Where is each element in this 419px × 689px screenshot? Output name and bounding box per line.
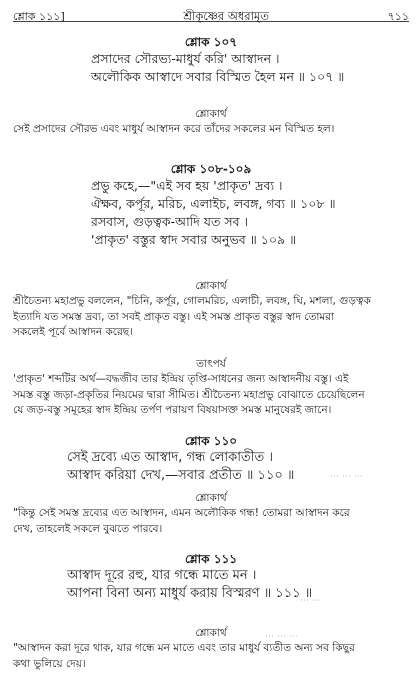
verse-110-meaning-title: শ্লোকার্থ xyxy=(195,492,227,504)
header-chapter-title: শ্রীকৃষ্ণের অধরামৃত xyxy=(183,9,269,23)
verse-111-section xyxy=(13,552,409,603)
verse-111-text xyxy=(13,567,409,603)
verse-111-meaning-title: শ্লোকার্থ xyxy=(195,627,227,639)
verse-line: রসবাস, গুড়ত্বক-আদি যত সব । xyxy=(91,214,248,229)
meaning-line: ইত্যাদি যত সমস্ত দ্রব্য, তা সবই প্রাকৃত বস্তু। এই সমস্ত প্রাকৃত বস্তুর স্বাদ তোমরা xyxy=(13,310,335,323)
meaning-line: শ্রীচৈতন্য মহাপ্রভু বললেন, "চিনি, কর্পূর, গোলমরিচ, এলাচী, লবঙ্গ, ঘি, মশলা, গুড়ত্বক xyxy=(13,295,371,307)
verse-line: আস্বাদ করিয়া দেখ,—সবার প্রতীত ॥ ১১০ ॥ xyxy=(67,468,295,483)
verse-line: প্রভু কহে,—"এই সব হয় 'প্রাকৃত' দ্রব্য । xyxy=(91,178,283,193)
verse-line: ঐক্ষব, কর্পূর, মরিচ, এলাইচ, লবঙ্গ, গব্য ॥ ১০৮ ॥ xyxy=(91,196,336,211)
verse-110-meaning xyxy=(13,491,409,537)
verse-108-109-meaning-title: শ্লোকার্থ xyxy=(195,280,227,292)
verse-107-section xyxy=(13,35,409,86)
meaning-line: কথা ভুলিয়ে দেয়। xyxy=(13,657,86,670)
verse-108-109-meaning xyxy=(13,279,409,341)
purport-line: সমস্ত বস্তু জড়া-প্রকৃতির নিয়মের দ্বারা সীমিত। শ্রীচৈতন্য মহাপ্রভু বোঝাতে চেয়েছিলেন xyxy=(13,388,365,401)
meaning-line: "কিন্তু সেই সমস্ত দ্রব্যের এত আস্বাদন, এমন অলৌকিক গন্ধ! তোমরা আস্বাদন করে xyxy=(13,507,350,519)
header-page-number: ৭১১ xyxy=(387,10,409,23)
verse-110-title: শ্লোক ১১০ xyxy=(184,434,238,448)
verse-108-109-section xyxy=(13,162,409,249)
verse-107-text xyxy=(13,50,409,86)
verse-111-title: শ্লোক ১১১ xyxy=(184,552,238,566)
verse-line: প্রসাদের সৌরভ্য-মাধুর্য করি' আস্বাদন । xyxy=(91,51,280,66)
verse-107-meaning-title: শ্লোকার্থ xyxy=(195,108,227,120)
verse-108-109-text xyxy=(13,177,409,249)
verse-107-title: শ্লোক ১০৭ xyxy=(184,35,238,49)
verse-line: আপনা বিনা অন্য মাধুর্য করায় বিস্মরণ ॥ ১১১ ॥ xyxy=(67,586,313,601)
meaning-line: সকলেই পূর্বে আস্বাদন করেছ। xyxy=(13,326,133,338)
running-header xyxy=(13,0,409,22)
bleed-through-smudge: ⋯ ⋯ ⋯ xyxy=(265,632,298,642)
verse-line: 'প্রাকৃত' বস্তুর স্বাদ সবার অনুভব ॥ ১০৯ ॥ xyxy=(91,232,297,247)
purport-line: যে জড়-বস্তু সমূহের স্বাদ ইন্দ্রিয় তর্পণ পরায়ণ বিষয়াসক্ত সমস্ত মানুষেরই জানে। xyxy=(13,404,332,416)
bleed-through-smudge: ⋯ ⋯ xyxy=(300,596,321,606)
bleed-through-smudge: ⋯ ⋯ ⋯ xyxy=(330,472,363,482)
purport-title: তাৎপর্য xyxy=(196,358,226,370)
verse-line: সেই দ্রব্যে এত আস্বাদ, গন্ধ লোকাতীত । xyxy=(67,450,274,465)
verse-line: অলৌকিক আস্বাদে সবার বিস্মিত হৈল মন ॥ ১০৭ ॥ xyxy=(91,69,345,84)
verse-108-109-purport xyxy=(13,357,409,419)
verse-line: আস্বাদ দূরে রহু, যার গন্ধে মাতে মন । xyxy=(67,568,257,583)
verse-108-109-title: শ্লোক ১০৮-১০৯ xyxy=(170,162,252,176)
meaning-line: "আস্বাদন করা দূরে থাক, যার গন্ধে মন মাতে এবং তার মাধুর্য ব্যতীত অন্য সব কিছুর xyxy=(13,642,355,654)
purport-line: 'প্রাকৃত' শব্দটির অর্থ—বদ্ধজীব তার ইন্দ্রিয় তৃপ্তি-সাধনের জন্য আস্বাদনীয় বস্তু। এই xyxy=(13,373,349,385)
verse-107-meaning xyxy=(13,107,409,138)
meaning-line: সেই প্রসাদের সৌরভ এবং মাধুর্য আস্বাদন করে তাঁদের সকলের মন বিস্মিত হল। xyxy=(13,123,335,135)
header-verse-ref: শ্লোক ১১১] xyxy=(13,10,65,23)
meaning-line: দেখ, তাহলেই সকলে বুঝতে পারবে। xyxy=(13,522,163,535)
verse-111-meaning xyxy=(13,626,409,672)
